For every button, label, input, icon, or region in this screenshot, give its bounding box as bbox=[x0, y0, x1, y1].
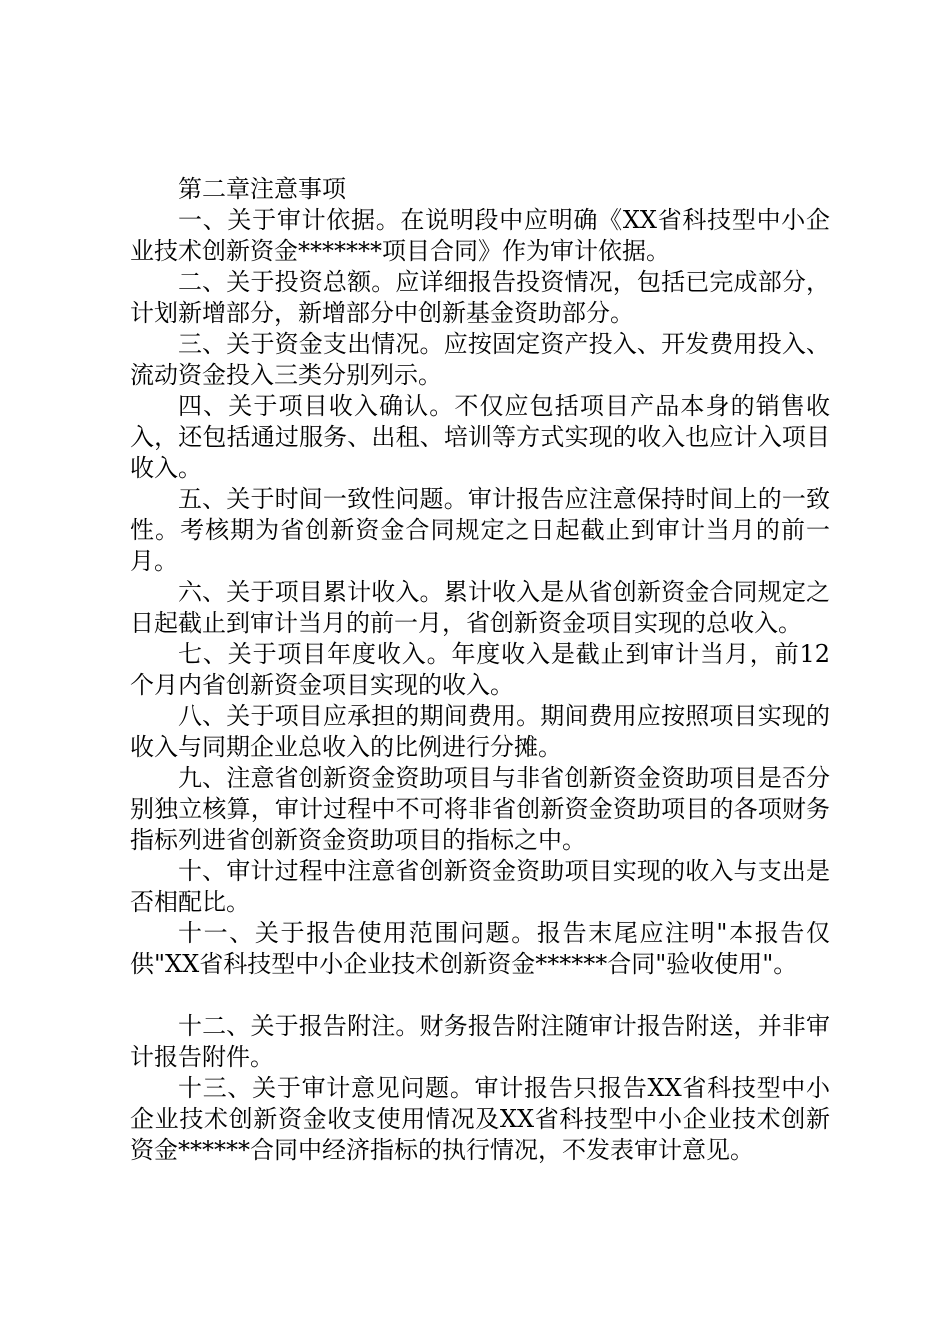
paragraph-3: 三、关于资金支出情况。应按固定资产投入、开发费用投入、流动资金投入三类分别列示。 bbox=[130, 330, 830, 389]
paragraph-12: 十二、关于报告附注。财务报告附注随审计报告附送，并非审计报告附件。 bbox=[130, 1012, 830, 1071]
paragraph-6: 六、关于项目累计收入。累计收入是从省创新资金合同规定之日起截止到审计当月的前一月，省创新资金项目实现的总收入。 bbox=[130, 578, 830, 637]
paragraph-5: 五、关于时间一致性问题。审计报告应注意保持时间上的一致性。考核期为省创新资金合同规定之日起截止到审计当月的前一月。 bbox=[130, 485, 830, 575]
paragraph-4: 四、关于项目收入确认。不仅应包括项目产品本身的销售收入，还包括通过服务、出租、培训等方式实现的收入也应计入项目收入。 bbox=[130, 392, 830, 482]
paragraph-1: 一、关于审计依据。在说明段中应明确《XX省科技型中小企业技术创新资金*******项目合同》作为审计依据。 bbox=[130, 206, 830, 265]
paragraph-13: 十三、关于审计意见问题。审计报告只报告XX省科技型中小企业技术创新资金收支使用情况及XX省科技型中小企业技术创新资金******合同中经济指标的执行情况，不发表审计意见。 bbox=[130, 1074, 830, 1164]
paragraph-10: 十、审计过程中注意省创新资金资助项目实现的收入与支出是否相配比。 bbox=[130, 857, 830, 916]
paragraph-2: 二、关于投资总额。应详细报告投资情况，包括已完成部分，计划新增部分，新增部分中创新基金资助部分。 bbox=[130, 268, 830, 327]
paragraph-8: 八、关于项目应承担的期间费用。期间费用应按照项目实现的收入与同期企业总收入的比例进行分摊。 bbox=[130, 702, 830, 761]
paragraph-7: 七、关于项目年度收入。年度收入是截止到审计当月，前12个月内省创新资金项目实现的收入。 bbox=[130, 640, 830, 699]
paragraph-9: 九、注意省创新资金资助项目与非省创新资金资助项目是否分别独立核算，审计过程中不可将非省创新资金资助项目的各项财务指标列进省创新资金资助项目的指标之中。 bbox=[130, 764, 830, 854]
blank-line bbox=[130, 980, 830, 1011]
paragraph-11: 十一、关于报告使用范围问题。报告末尾应注明"本报告仅供"XX省科技型中小企业技术创新资金******合同"验收使用"。 bbox=[130, 919, 830, 978]
chapter-heading: 第二章注意事项 bbox=[178, 175, 346, 203]
document-body bbox=[130, 174, 830, 1166]
